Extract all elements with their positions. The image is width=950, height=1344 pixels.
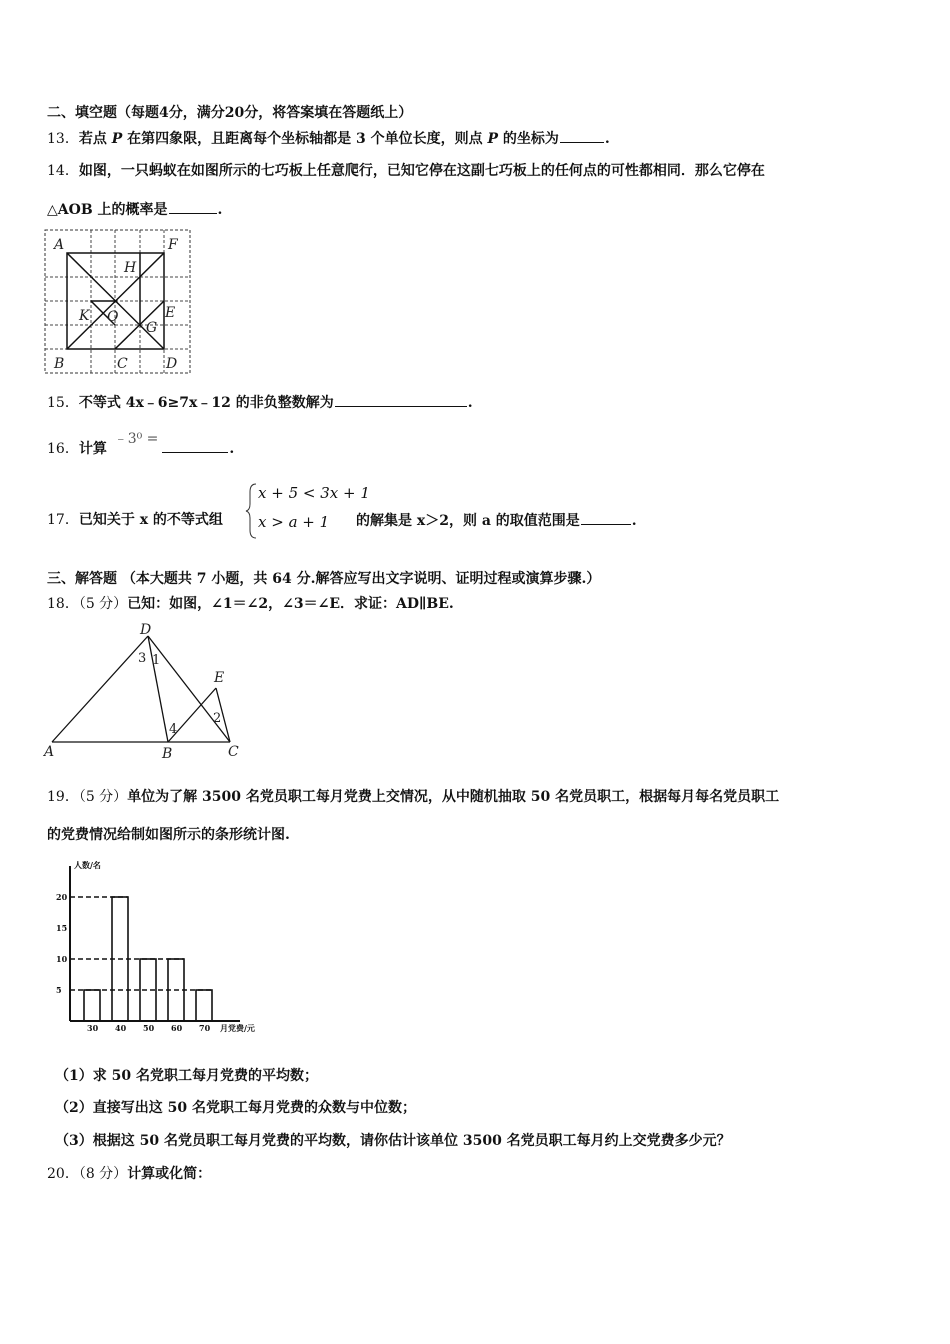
q13-point-p: P [111, 131, 123, 147]
q18-score: （5 分） [78, 596, 128, 612]
x-tick-label-30: 30 [87, 1023, 99, 1033]
bar-70 [196, 990, 212, 1021]
label-h: H [124, 260, 137, 276]
q18-label-c: C [228, 744, 239, 760]
q17-text-b: 的解集是 x＞2，则 a 的取值范围是 [356, 513, 580, 529]
x-tick-label-70: 70 [199, 1023, 211, 1033]
q20-text: 计算或化简： [127, 1166, 212, 1182]
tangram-figure [44, 229, 192, 375]
q13-point-p2: P [487, 131, 499, 147]
q15-end: . [467, 395, 473, 411]
label-k: K [79, 308, 90, 324]
q18-angle-1: 1 [152, 653, 161, 668]
label-c: C [117, 356, 128, 372]
q17-end: . [631, 513, 637, 529]
q18-angle-2: 2 [213, 711, 222, 726]
x-tick-label-50: 50 [143, 1023, 155, 1033]
y-tick-label-10: 10 [56, 954, 68, 964]
q17-number: 17． [47, 512, 79, 528]
q14-line2 [47, 199, 222, 220]
q20-number: 20． [47, 1166, 79, 1182]
section2-heading: 二、填空题（每题4分，满分20分，将答案填在答题纸上） [47, 105, 413, 121]
y-axis-label: 人数/名 [74, 860, 101, 870]
label-f: F [168, 237, 178, 253]
q19-number: 19． [47, 789, 79, 805]
q13-end: . [604, 131, 610, 147]
q18-angle-4: 4 [169, 722, 178, 737]
q14-text: 如图，一只蚂蚁在如图所示的七巧板上任意爬行，已知它停在这副七巧板上的任何点的可性都相同．那么它停在 [78, 163, 765, 179]
q13-text-a: 若点 [78, 131, 112, 147]
label-b: B [54, 356, 65, 372]
q16-number: 16． [47, 441, 79, 457]
q15-answer-blank[interactable] [335, 392, 467, 407]
q18-text: 已知：如图，∠1＝∠2，∠3＝∠E．求证：AD∥BE. [127, 596, 454, 612]
label-a: A [54, 237, 65, 253]
q18 [47, 594, 454, 614]
label-d: D [166, 356, 178, 372]
system-brace [244, 482, 258, 540]
y-tick-label-15: 15 [56, 923, 68, 933]
q14-line1 [47, 161, 765, 181]
q18-label-e: E [214, 670, 225, 686]
q19-score: （5 分） [78, 789, 128, 805]
q18-label-a: A [44, 744, 55, 760]
q15 [47, 392, 473, 413]
q17-inequality-1: x + 5 < 3x + 1 [258, 484, 370, 502]
q17-inequality-2: x > a + 1 [258, 513, 330, 531]
x-axis-label: 月党费/元 [220, 1023, 255, 1033]
q17-left [47, 510, 223, 530]
q19-sub1: （1）求 50 名党职工每月党费的平均数； [55, 1068, 318, 1084]
q14-end: . [217, 202, 223, 218]
q19-line2: 的党费情况给制如图所示的条形统计图. [47, 827, 290, 843]
q18-label-b: B [162, 746, 173, 760]
q19-sub3: （3）根据这 50 名党员职工每月党费的平均数，请你估计该单位 3500 名党员职工每月约上交党费多少元？ [55, 1133, 731, 1149]
q14-text2: △AOB 上的概率是 [47, 202, 168, 218]
q16-answer-blank[interactable] [162, 438, 228, 453]
q20-score: （8 分） [78, 1166, 128, 1182]
q15-number: 15． [47, 395, 79, 411]
q16-expression: ﹣3⁰ = [113, 431, 159, 447]
q18-angle-3: 3 [138, 651, 147, 666]
bar-30 [84, 990, 100, 1021]
q13-text-c: 的坐标为 [498, 131, 559, 147]
q13-answer-blank[interactable] [560, 128, 604, 143]
q18-label-d: D [140, 622, 152, 638]
x-tick-label-40: 40 [115, 1023, 127, 1033]
label-e: E [165, 305, 176, 321]
x-tick-label-60: 60 [171, 1023, 183, 1033]
q18-number: 18． [47, 596, 79, 612]
q17-text-a: 已知关于 x 的不等式组 [78, 512, 223, 528]
q18-figure [40, 618, 250, 760]
q16 [47, 431, 235, 459]
q15-text: 不等式 4x﹣6≥7x﹣12 的非负整数解为 [78, 395, 334, 411]
q16-text: 计算 [78, 441, 107, 457]
q13-text-b: 在第四象限，且距离每个坐标轴都是 3 个单位长度，则点 [122, 131, 488, 147]
label-g: G [146, 320, 158, 336]
y-tick-label-5: 5 [56, 985, 62, 995]
q17-right [356, 510, 637, 531]
q13-number: 13． [47, 131, 79, 147]
section3-heading: 三、解答题 （本大题共 7 小题，共 64 分.解答应写出文字说明、证明过程或演算步骤.） [47, 571, 601, 587]
bar-chart [50, 856, 265, 1036]
q16-end: . [229, 441, 235, 457]
y-tick-label-20: 20 [56, 892, 68, 902]
q17-answer-blank[interactable] [581, 510, 631, 525]
q19-sub2: （2）直接写出这 50 名党职工每月党费的众数与中位数； [55, 1100, 416, 1116]
q19-line1 [47, 787, 779, 807]
q20 [47, 1164, 211, 1184]
q14-number: 14． [47, 163, 79, 179]
q13 [47, 128, 610, 149]
q19-text: 单位为了解 3500 名党员职工每月党费上交情况，从中随机抽取 50 名党员职工，根据每月每名党员职工 [127, 789, 780, 805]
label-o: O [107, 309, 119, 325]
q14-answer-blank[interactable] [169, 199, 217, 214]
